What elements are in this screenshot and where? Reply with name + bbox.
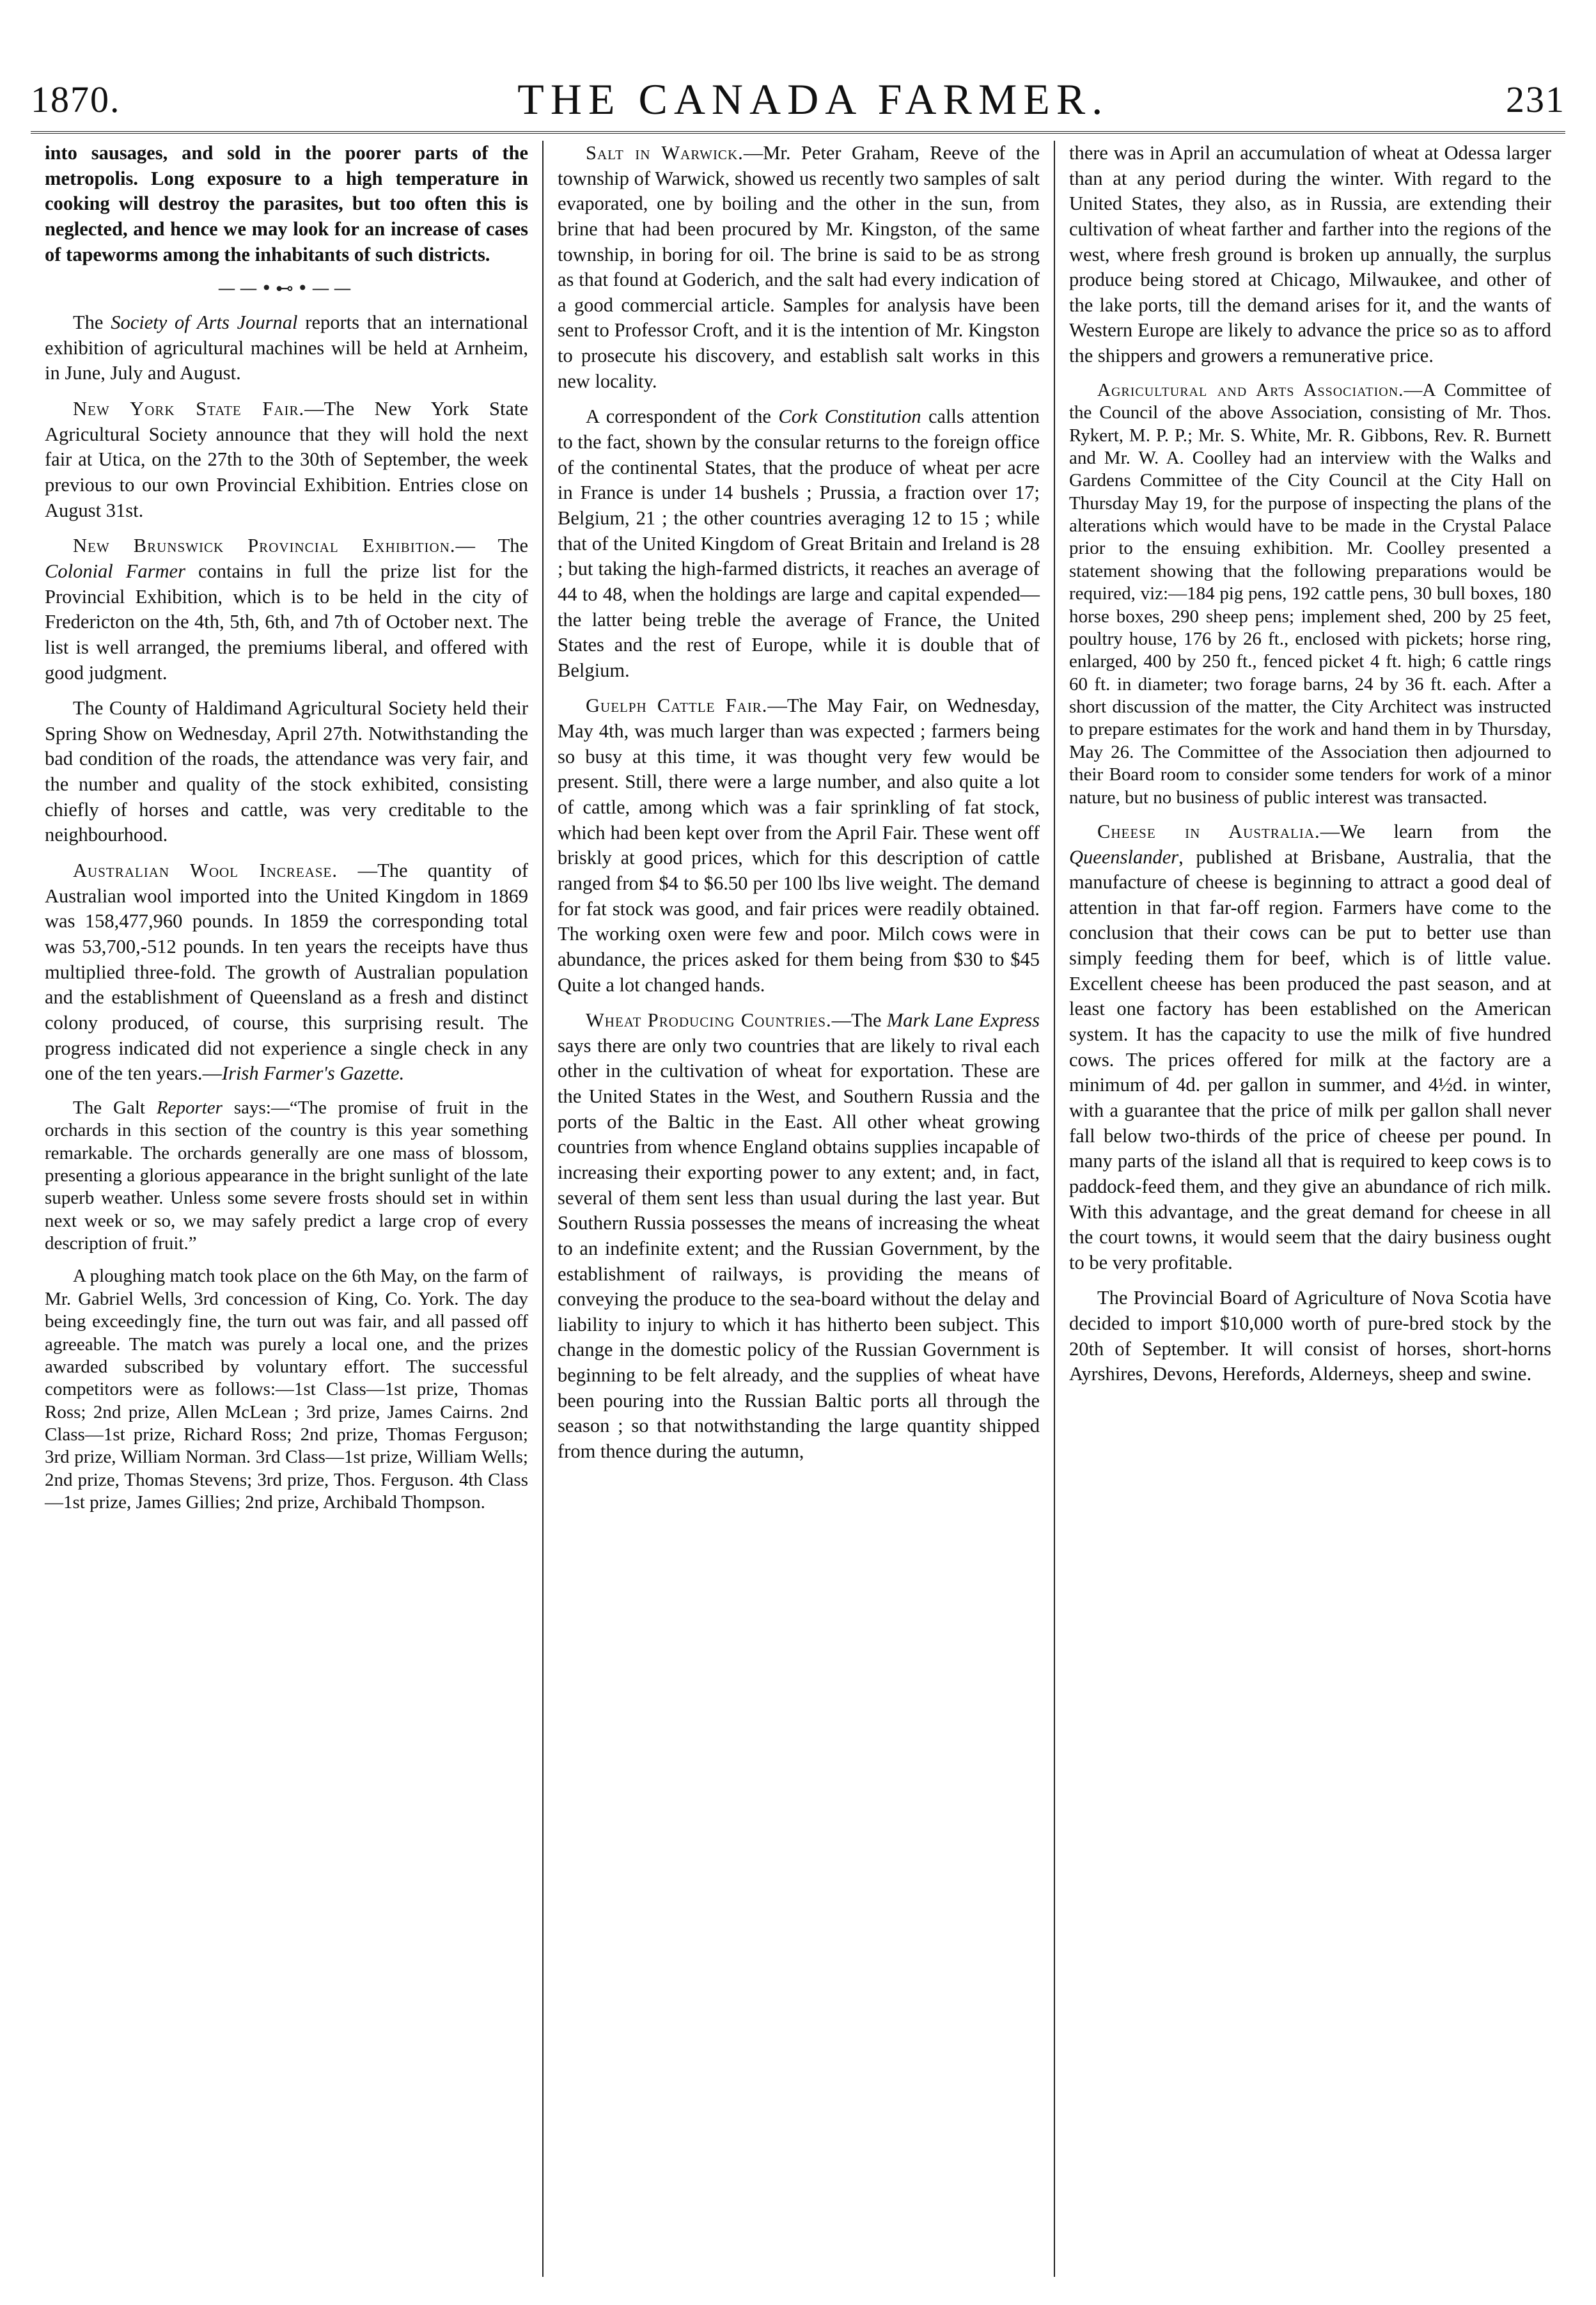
article-guelph-cattle-fair [558, 693, 1040, 998]
text: —We learn from the [1320, 820, 1551, 842]
journal-name: Reporter [156, 1097, 223, 1118]
text: —The quantity of Australian wool imported into the United Kingdom in 1869 was 158,477,960 pounds. In 1859 the corresponding total was 53,700,-512 pounds. In ten years the receipts have thus multiplied three-fold. The growth of Australian population and the establishment of Queensland as a fresh and distinct colony produced, of course, this surprising result. The progress indicated did not experience a single check in any one of the ten years.— [45, 860, 528, 1085]
text: —The May Fair, on Wednesday, May 4th, was much larger than was expected ; farmers being so busy at this time, it was thought very few would be present. Still, there were a large number, and also quite a lot of cattle, among which was a fair sprinkling of fat stock, which had been kept over from the April Fair. These went off briskly at good prices, which for this description of cattle ranged from $4 to $6.50 per 100 lbs live weight. The demand for fat stock was good, and fair prices were readily obtained. The working oxen were few and poor. Milch cows were in abundance, the prices asked for them being from $30 to $45 Quite a lot changed hands. [558, 695, 1040, 996]
section-ornament: ——•⊷•—— [217, 278, 356, 299]
text: contains in full the prize list for the Provincial Exhibition, which is to be held in the city of Fredericton on the 4th, 5th, 6th, and 7th of October next. The list is well arranged, the premiums liberal, and offered with good judgment. [45, 560, 528, 684]
text: says there are only two countries that are likely to rival each other in the cultivation of wheat for exportation. These are the United States in the West, and Southern Russia and the ports of the Baltic in the East. All other wheat growing countries from whence England obtains supplies incapable of increasing their exporting power to any extent; and, in fact, several of them sent less than usual during the last year. But Southern Russia possesses the means of increasing the wheat to an indefinite extent; and the Russian Government, by the establishment of railways, is providing the means of conveying the produce to the sea-board without the delay and liability to injury to which it has hitherto been subject. This change in the domestic policy of the Russian Government is beginning to be felt already, and the supplies of wheat have been pouring into the Russian Baltic ports all through the season ; so that notwithstanding the large quantity shipped from thence during the autumn, [558, 1034, 1040, 1463]
page-number: 231 [1505, 78, 1565, 120]
journal-name: Colonial Farmer [45, 560, 185, 582]
article-columns [31, 141, 1565, 2277]
article-haldimand-show: The County of Haldimand Agricultural Society held their Spring Show on Wednesday, April 27th. Notwithstanding the bad condition of the roads, the attendance was very fair, and the number and quality of the stock exhibited, consisting chiefly of horses and cattle, was very creditable to the neighbourhood. [45, 697, 528, 846]
text: calls attention to the fact, shown by the consular returns to the foreign office of the continental States, that the produce of wheat per acre in France is under 14 bushels ; Prussia, a fraction over 17; Belgium, 21 ; the other countries averaging 12 to 15 ; while that of the United Kingdom of Great Britain and Ireland is 28 ; but taking the high-farmed districts, it reaches an average of 44 to 48, when the holdings are large and capital expended—the latter being treble the average of France, the United States and the rest of Europe, while it is double that of Belgium. [558, 405, 1040, 681]
masthead-title: THE CANADA FARMER. [517, 74, 1109, 123]
article-heading: New Brunswick Provincial Exhibition. [73, 535, 456, 557]
text: says:—“The promise of fruit in the orchards in this section of the country is this year something remarkable. The orchards generally are one mass of blossom, presenting a glorious appearance in the bright sunlight of the late superb weather. Unless some severe frosts should set in within next week or so, we may safely predict a large crop of every description of fruit.” [45, 1097, 528, 1254]
article-heading: Australian Wool Increase. [73, 860, 338, 882]
article-galt-reporter [45, 1097, 528, 1255]
journal-name: Society of Arts Journal [111, 311, 298, 334]
article-heading: Wheat Producing Countries. [586, 1009, 832, 1032]
article-new-brunswick-exhibition [45, 533, 528, 686]
article-heading: Guelph Cattle Fair. [586, 695, 768, 717]
article-cheese-in-australia [1069, 819, 1551, 1276]
column-1 [31, 141, 542, 2277]
column-3 [1054, 141, 1565, 2277]
article-wheat-yields [558, 404, 1040, 683]
column-2 [542, 141, 1054, 2277]
article-wheat-continued: there was in April an accumulation of wheat at Odessa larger than at any period during the winter. With regard to the United States, they also, as in Russia, are extending their cultivation of wheat farther and farther into the regions of the west, where fresh ground is broken up annually, the surplus produce being stored at Chicago, Milwaukee, and other of the lake ports, till the demand arises for it, and the wants of Western Europe are likely to advance the price so as to afford the shippers and growers a remunerative price. [1069, 142, 1551, 367]
article-arnheim-exhibition [45, 310, 528, 386]
article-nova-scotia-stock: The Provincial Board of Agriculture of Nova Scotia have decided to import $10,000 worth of pure-bred stock by the 20th of September. It will consist of horses, short-horns Ayrshires, Devons, Herefords, Alderneys, sheep and swine. [1069, 1287, 1551, 1385]
text: — The [455, 535, 528, 557]
journal-name: Mark Lane Express [886, 1009, 1040, 1032]
text: The Galt [73, 1097, 157, 1118]
article-heading: Cheese in Australia. [1097, 820, 1320, 842]
page-header [31, 64, 1565, 134]
text: —A Committee of the Council of the above Association, consisting of Mr. Thos. Rykert, M. P. P.; Mr. S. White, Mr. R. Gibbons, Rev. R. Burnett and Mr. W. A. Coolley had an interview with the Walks and Gardens Committee of the City Council at the City Hall on Thursday May 19, for the purpose of inspecting the plans of the alterations which would have to be made in the Crystal Palace prior to the ensuing exhibition. Mr. Coolley presented a statement showing that the following preparations would be required, viz:—184 pig pens, 192 cattle pens, 30 bull boxes, 180 horse boxes, 290 sheep pens; implement shed, 200 by 25 feet, poultry house, 176 by 26 ft., enclosed with pickets; horse ring, enlarged, 400 by 250 ft., fenced picket 4 ft. high; 6 cattle rings 60 ft. in diameter; two forage barns, 24 by 36 ft. each. After a short discussion of the matter, the City Architect was instructed to prepare estimates for the work and hand them in by Thursday, May 26. The Committee of the Association then adjourned to their Board room to consider some tenders for work of a minor nature, but no business of public interest was transacted. [1069, 379, 1552, 808]
article-heading: Agricultural and Arts Association. [1097, 379, 1404, 400]
source-attribution: Irish Farmer's Gazette. [221, 1062, 405, 1085]
article-wheat-producing-countries [558, 1008, 1040, 1465]
text: reports that an international exhibition of agricultural machines will be held at Arnheim, in June, July and August. [45, 311, 528, 384]
text: —Mr. Peter Graham, Reeve of the township of Warwick, showed us recently two samples of salt evaporated, one by boiling and the other in the sun, from brine that had been procured by Mr. Kingston, of the same township, in boring for oil. The brine is said to be as strong as that found at Goderich, and the salt had every indication of a good commercial article. Samples for analysis have been sent to Professor Croft, and it is the intention of Mr. Kingston to prosecute his discovery, and establish salt works in this new locality. [558, 142, 1040, 392]
text: —The [831, 1009, 887, 1032]
article-tapeworm-continued: into sausages, and sold in the poorer parts of the metropolis. Long exposure to a high temperature in cooking will destroy the parasites, but too often this is neglected, and hence we may look for an increase of cases of tapeworms among the inhabitants of such districts. [45, 142, 528, 265]
article-australian-wool [45, 858, 528, 1087]
text: The [73, 311, 111, 334]
article-agricultural-arts-association [1069, 379, 1551, 809]
article-new-york-state-fair [45, 397, 528, 523]
article-heading: Salt in Warwick. [586, 142, 744, 164]
text: —The New York State Agricultural Society announce that they will hold the next fair at Utica, on the 27th to the 30th of September, the week previous to our own Provincial Exhibition. Entries close on August 31st. [45, 398, 528, 521]
journal-name: Cork Constitution [778, 405, 921, 428]
article-heading: New York State Fair. [73, 398, 305, 420]
header-year: 1870. [31, 78, 121, 120]
article-salt-in-warwick [558, 141, 1040, 394]
text: A correspondent of the [586, 405, 779, 428]
article-ploughing-match: A ploughing match took place on the 6th May, on the farm of Mr. Gabriel Wells, 3rd concession of King, Co. York. The day being exceedingly fine, the turn out was fair, and all passed off agreeable. The match was purely a local one, and the prizes awarded subscribed by voluntary effort. The successful competitors were as follows:—1st Class—1st prize, Thomas Ross; 2nd prize, Allen McLean ; 3rd prize, James Cairns. 2nd Class—1st prize, Richard Ross; 2nd prize, Thomas Ferguson; 3rd prize, William Norman. 3rd Class—1st prize, William Wells; 2nd prize, Thomas Stevens; 3rd prize, Thos. Ferguson. 4th Class—1st prize, James Gillies; 2nd prize, Archibald Thompson. [45, 1266, 528, 1513]
text: , published at Brisbane, Australia, that the manufacture of cheese is beginning to attract a good deal of attention in that far-off region. Farmers have come to the conclusion that their cows can be put to better use than simply feeding them for beef, which is of little value. Excellent cheese has been produced the past season, and at least one factory has been established on the American system. It has the capacity to use the milk of five hundred cows. The prices offered for milk at the factory are a minimum of 4d. per gallon in summer, and 4½d. in winter, with a guarantee that the price of milk per gallon shall never fall below two-thirds of the price of cheese per pound. In many parts of the island all that is required to keep cows is to paddock-feed them, and they give an abundance of rich milk. With this advantage, and the great demand for cheese in all the court towns, it would seem that the dairy business ought to be very profitable. [1069, 846, 1551, 1273]
journal-name: Queenslander [1069, 846, 1179, 868]
header-rule [31, 131, 1565, 134]
